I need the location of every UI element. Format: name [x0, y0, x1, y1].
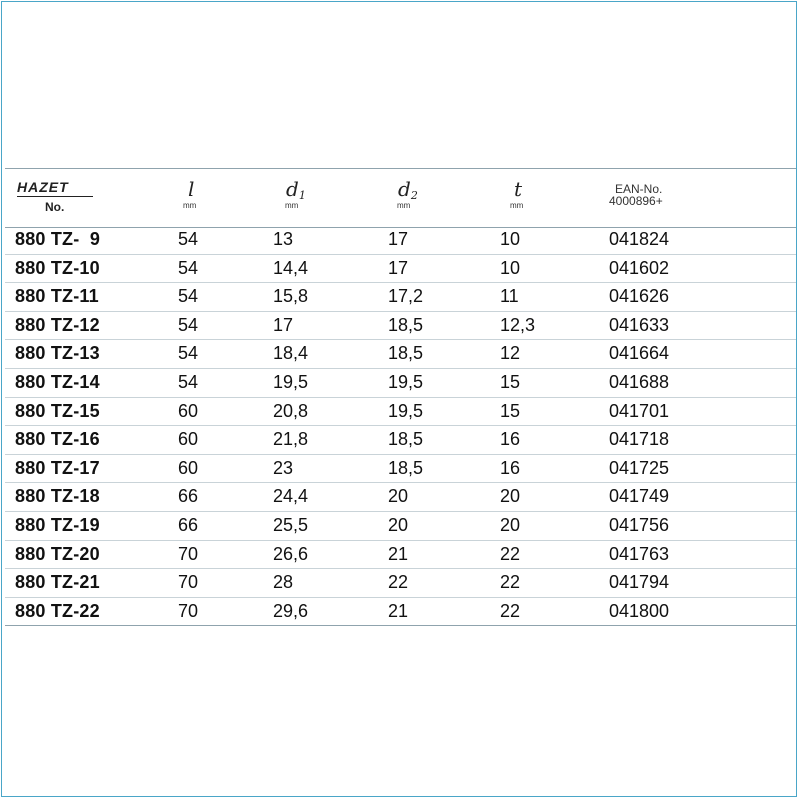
cell-ean: 041725 [609, 457, 670, 478]
table-row [5, 369, 796, 398]
cell-t: 22 [500, 572, 521, 593]
header-t-symbol: t [514, 177, 523, 201]
cell-l: 70 [178, 572, 199, 593]
table-row [5, 283, 796, 312]
cell-l: 54 [178, 286, 199, 307]
cell-ean: 041602 [609, 257, 670, 278]
table-row [5, 255, 796, 284]
cell-t: 20 [500, 514, 521, 535]
cell-no: 880 TZ-19 [15, 514, 100, 535]
cell-d1: 15,8 [273, 286, 309, 307]
cell-ean: 041701 [609, 400, 670, 421]
cell-no: 880 TZ-14 [15, 371, 100, 392]
cell-d1: 29,6 [273, 600, 309, 621]
table-row [5, 512, 796, 541]
table-row [5, 598, 796, 627]
cell-d1: 21,8 [273, 429, 309, 450]
table-row [5, 398, 796, 427]
cell-d2: 21 [388, 543, 409, 564]
cell-d2: 18,5 [388, 429, 424, 450]
table-body [5, 226, 796, 626]
cell-ean: 041794 [609, 572, 670, 593]
cell-d2: 19,5 [388, 371, 424, 392]
cell-d2: 17,2 [388, 286, 424, 307]
cell-ean: 041664 [609, 343, 670, 364]
header-no: No. [45, 200, 65, 214]
cell-no: 880 TZ-10 [15, 257, 100, 278]
header-d2-symbol: $d_2$ [398, 177, 418, 202]
header-d2-unit: mm [397, 201, 411, 210]
table-row [5, 226, 796, 255]
logo-underline [17, 196, 93, 197]
header-ean-prefix: 4000896+ [609, 194, 663, 208]
header-t-unit: mm [510, 201, 524, 210]
cell-l: 66 [178, 514, 199, 535]
cell-d2: 20 [388, 486, 409, 507]
cell-l: 54 [178, 229, 199, 249]
cell-d1: 18,4 [273, 343, 309, 364]
cell-d1: 19,5 [273, 371, 309, 392]
cell-d2: 21 [388, 600, 409, 621]
cell-t: 16 [500, 457, 521, 478]
cell-ean: 041626 [609, 286, 670, 307]
cell-d1: 14,4 [273, 257, 309, 278]
cell-l: 54 [178, 343, 199, 364]
brand-logo: HAZET [17, 179, 69, 195]
table-row [5, 483, 796, 512]
cell-l: 70 [178, 543, 199, 564]
cell-t: 16 [500, 429, 521, 450]
cell-t: 10 [500, 257, 521, 278]
header-l-unit: mm [183, 201, 197, 210]
table-row [5, 340, 796, 369]
cell-ean: 041756 [609, 514, 670, 535]
cell-no: 880 TZ-17 [15, 457, 100, 478]
cell-no: 880 TZ-11 [15, 286, 99, 307]
table-row [5, 426, 796, 455]
cell-d2: 17 [388, 229, 409, 249]
cell-d1: 26,6 [273, 543, 309, 564]
cell-ean: 041688 [609, 371, 670, 392]
cell-d1: 25,5 [273, 514, 309, 535]
table-header [5, 168, 796, 228]
cell-l: 60 [178, 400, 199, 421]
cell-l: 54 [178, 371, 199, 392]
cell-d1: 13 [273, 229, 294, 249]
cell-no: 880 TZ-18 [15, 486, 100, 507]
header-l-symbol: l [188, 177, 195, 201]
cell-t: 10 [500, 229, 521, 249]
cell-t: 15 [500, 371, 521, 392]
cell-ean: 041800 [609, 600, 670, 621]
cell-ean: 041749 [609, 486, 670, 507]
cell-t: 22 [500, 600, 521, 621]
cell-d2: 18,5 [388, 457, 424, 478]
cell-l: 54 [178, 257, 199, 278]
cell-t: 15 [500, 400, 521, 421]
cell-no: 880 TZ-21 [15, 572, 100, 593]
cell-d1: 24,4 [273, 486, 309, 507]
cell-d1: 28 [273, 572, 294, 593]
cell-no: 880 TZ-12 [15, 314, 100, 335]
header-d1-symbol: $d_1$ [286, 177, 306, 202]
table-row [5, 312, 796, 341]
header-ean-label: EAN-No. [615, 182, 663, 196]
cell-no: 880 TZ-20 [15, 543, 100, 564]
header-d1-unit: mm [285, 201, 299, 210]
cell-ean: 041718 [609, 429, 670, 450]
cell-d2: 18,5 [388, 343, 424, 364]
cell-no: 880 TZ-22 [15, 600, 100, 621]
cell-t: 12 [500, 343, 521, 364]
cell-l: 54 [178, 314, 199, 335]
cell-d2: 18,5 [388, 314, 424, 335]
table-row [5, 541, 796, 570]
cell-t: 12,3 [500, 314, 536, 335]
cell-ean: 041633 [609, 314, 670, 335]
cell-d1: 17 [273, 314, 294, 335]
cell-l: 66 [178, 486, 199, 507]
cell-d2: 17 [388, 257, 409, 278]
cell-no: 880 TZ- 9 [15, 229, 101, 249]
cell-ean: 041824 [609, 229, 670, 249]
cell-t: 22 [500, 543, 521, 564]
table-row [5, 569, 796, 598]
spec-table [5, 168, 796, 621]
cell-d1: 20,8 [273, 400, 309, 421]
cell-l: 60 [178, 429, 199, 450]
cell-ean: 041763 [609, 543, 670, 564]
cell-l: 60 [178, 457, 199, 478]
cell-l: 70 [178, 600, 199, 621]
cell-no: 880 TZ-13 [15, 343, 100, 364]
cell-no: 880 TZ-15 [15, 400, 100, 421]
cell-no: 880 TZ-16 [15, 429, 100, 450]
cell-d1: 23 [273, 457, 294, 478]
table-row [5, 455, 796, 484]
cell-d2: 22 [388, 572, 409, 593]
cell-t: 11 [500, 286, 519, 307]
cell-d2: 20 [388, 514, 409, 535]
cell-t: 20 [500, 486, 521, 507]
cell-d2: 19,5 [388, 400, 424, 421]
